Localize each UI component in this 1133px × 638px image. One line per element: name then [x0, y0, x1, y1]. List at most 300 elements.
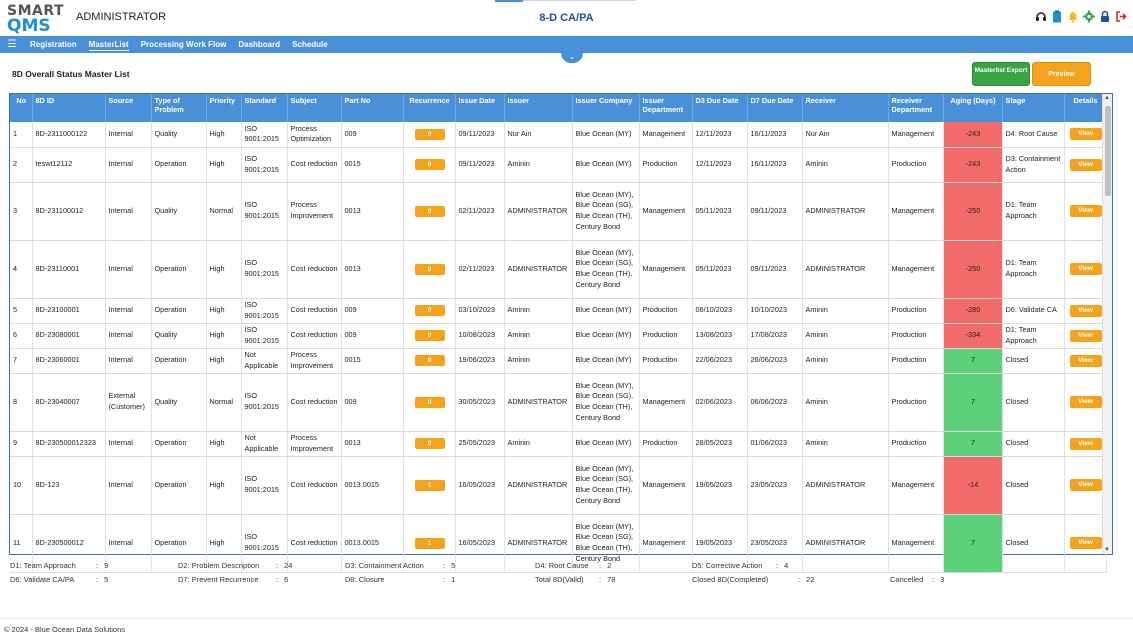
issue-cell: 02/11/2023 [455, 182, 504, 240]
nav-item-registration[interactable]: Registration [30, 40, 77, 49]
view-button[interactable]: View [1070, 355, 1102, 367]
column-header[interactable]: Issuer Department [639, 94, 692, 122]
bell-icon[interactable] [1067, 10, 1079, 23]
footer-divider [0, 618, 1133, 619]
company-cell: Blue Ocean (MY), Blue Ocean (SG), Blue Ocean (TH), Century Bond [572, 456, 639, 514]
column-header[interactable]: Subject [287, 94, 341, 122]
source-cell: Internal [105, 456, 151, 514]
subject-cell: Process Improvement [287, 348, 341, 373]
summary-colon: : [443, 561, 446, 570]
summary-item [178, 561, 292, 570]
masterlist-export-button[interactable]: Masterlist Export [972, 62, 1030, 86]
dept-cell: Management [639, 373, 692, 431]
issue-cell: 10/08/2023 [455, 323, 504, 348]
summary-item [178, 575, 288, 584]
issue-cell: 09/11/2023 [455, 122, 504, 147]
summary-label: D5: Corrective Action [692, 561, 763, 570]
stage-cell: Closed [1002, 348, 1064, 373]
d7-cell: 06/06/2023 [747, 373, 802, 431]
id-cell: 8D-2311000122 [32, 122, 105, 147]
summary-label: Cancelled [890, 575, 924, 584]
id-cell: 8D-23100001 [32, 298, 105, 323]
part-cell: 0013.0015 [341, 456, 403, 514]
rdept-cell: Management [888, 456, 943, 514]
aging-cell: -250 [943, 182, 1002, 240]
column-header[interactable]: Part No [341, 94, 403, 122]
view-button[interactable]: View [1070, 479, 1102, 491]
recurrence-badge[interactable]: 0 [415, 438, 445, 449]
recurrence-cell [403, 323, 455, 348]
rdept-cell: Production [888, 373, 943, 431]
recurrence-badge[interactable]: 0 [415, 206, 445, 217]
details-cell [1064, 122, 1106, 147]
recurrence-cell [403, 240, 455, 298]
column-header[interactable]: Details [1064, 94, 1106, 122]
stage-cell: D4: Root Cause [1002, 122, 1064, 147]
details-cell [1064, 147, 1106, 182]
view-button[interactable]: View [1070, 128, 1102, 140]
id-cell: 8D-23080001 [32, 323, 105, 348]
stage-cell: Closed [1002, 373, 1064, 431]
subject-cell: Process Improvement [287, 431, 341, 456]
standard-cell: ISO 9001:2015 [241, 147, 287, 182]
priority-cell: Normal [206, 182, 241, 240]
source-cell: External (Customer) [105, 373, 151, 431]
d7-cell: 17/08/2023 [747, 323, 802, 348]
subject-cell: Cost reduction [287, 514, 341, 572]
recurrence-cell [403, 456, 455, 514]
id-cell: 8D-23110001 [32, 240, 105, 298]
view-button[interactable]: View [1070, 330, 1102, 342]
company-cell: Blue Ocean (MY), Blue Ocean (SG), Blue Ocean (TH), Century Bond [572, 373, 639, 431]
recurrence-badge[interactable]: 1 [415, 480, 445, 491]
no-cell: 4 [10, 240, 32, 298]
details-cell [1064, 431, 1106, 456]
issue-cell: 02/11/2023 [455, 240, 504, 298]
d7-cell: 10/10/2023 [747, 298, 802, 323]
no-cell: 1 [10, 122, 32, 147]
summary-item [345, 561, 455, 570]
type-cell: Operation [151, 348, 206, 373]
summary-label: D6: Validate CA/PA [10, 575, 75, 584]
aging-cell: 7 [943, 348, 1002, 373]
recurrence-badge[interactable]: 0 [415, 159, 445, 170]
recurrence-cell [403, 147, 455, 182]
column-header[interactable]: Aging (Days) [943, 94, 1002, 122]
rdept-cell: Production [888, 323, 943, 348]
source-cell: Internal [105, 240, 151, 298]
no-cell: 5 [10, 298, 32, 323]
company-cell: Blue Ocean (MY) [572, 298, 639, 323]
subject-cell: Cost reduction [287, 373, 341, 431]
company-cell: Blue Ocean (MY) [572, 431, 639, 456]
rdept-cell: Management [888, 182, 943, 240]
summary-item [10, 561, 108, 570]
top-accent-bar [495, 0, 523, 2]
issuer-cell: Aminin [504, 298, 572, 323]
chevron-down-icon: ⌄ [568, 52, 576, 61]
preview-button[interactable]: Preview [1032, 62, 1091, 86]
clipboard-icon[interactable] [1051, 10, 1063, 23]
scroll-down-icon[interactable]: ▼ [1104, 547, 1110, 553]
no-cell: 6 [10, 323, 32, 348]
source-cell: Internal [105, 147, 151, 182]
user-name: ADMINISTRATOR [76, 11, 167, 23]
summary-label: Total 8D(Valid) [535, 575, 584, 584]
stage-cell: Closed [1002, 514, 1064, 572]
column-header[interactable]: 8D ID [32, 94, 105, 122]
issue-cell: 30/05/2023 [455, 373, 504, 431]
standard-cell: ISO 9001:2015 [241, 373, 287, 431]
stage-cell: Closed [1002, 431, 1064, 456]
subject-cell: Process Improvement [287, 182, 341, 240]
summary-colon: : [599, 575, 602, 584]
subject-cell: Process Optimization [287, 122, 341, 147]
nav-item-dashboard[interactable]: Dashboard [238, 40, 281, 49]
summary-colon: : [798, 575, 801, 584]
part-cell: 009 [341, 298, 403, 323]
source-cell: Internal [105, 122, 151, 147]
recurrence-badge[interactable]: 0 [415, 355, 445, 366]
details-cell [1064, 348, 1106, 373]
details-cell [1064, 323, 1106, 348]
rdept-cell: Management [888, 514, 943, 572]
recurrence-badge[interactable]: 0 [415, 129, 445, 140]
summary-colon: : [932, 575, 935, 584]
column-header[interactable]: D7 Due Date [747, 94, 802, 122]
summary-value: 78 [607, 575, 616, 584]
priority-cell: High [206, 240, 241, 298]
subject-cell: Cost reduction [287, 147, 341, 182]
table-body [10, 122, 1106, 572]
summary-item [345, 575, 455, 584]
priority-cell: High [206, 431, 241, 456]
table-row[interactable] [10, 456, 1106, 514]
d7-cell: 09/11/2023 [747, 182, 802, 240]
receiver-cell: ADMINISTRATOR [802, 240, 888, 298]
priority-cell: High [206, 298, 241, 323]
no-cell: 10 [10, 456, 32, 514]
source-cell: Internal [105, 323, 151, 348]
nav-item-processing-work-flow[interactable]: Processing Work Flow [140, 40, 227, 49]
company-cell: Blue Ocean (MY) [572, 348, 639, 373]
stage-cell: D1: Team Approach [1002, 323, 1064, 348]
standard-cell: ISO 9001:2015 [241, 122, 287, 147]
receiver-cell: ADMINISTRATOR [802, 182, 888, 240]
recurrence-cell [403, 298, 455, 323]
d3-cell: 02/06/2023 [692, 373, 747, 431]
no-cell: 7 [10, 348, 32, 373]
table-row[interactable] [10, 323, 1106, 348]
d3-cell: 19/05/2023 [692, 514, 747, 572]
issuer-cell: ADMINISTRATOR [504, 240, 572, 298]
top-accent-line [523, 0, 636, 1]
type-cell: Operation [151, 456, 206, 514]
view-button[interactable]: View [1070, 537, 1102, 549]
aging-cell: 7 [943, 514, 1002, 572]
dept-cell: Production [639, 147, 692, 182]
summary-colon: : [276, 575, 279, 584]
nav-item-masterlist[interactable]: MasterList [83, 36, 135, 53]
no-cell: 8 [10, 373, 32, 431]
recurrence-cell [403, 431, 455, 456]
type-cell: Quality [151, 182, 206, 240]
recurrence-badge[interactable]: 0 [415, 305, 445, 316]
aging-cell: -280 [943, 298, 1002, 323]
recurrence-cell [403, 182, 455, 240]
id-cell: 8D-231100012 [32, 182, 105, 240]
company-cell: Blue Ocean (MY), Blue Ocean (SG), Blue Ocean (TH), Century Bond [572, 182, 639, 240]
subject-cell: Cost reduction [287, 240, 341, 298]
issue-cell: 09/11/2023 [455, 147, 504, 182]
id-cell: 8D-23060001 [32, 348, 105, 373]
issue-cell: 19/06/2023 [455, 348, 504, 373]
type-cell: Operation [151, 298, 206, 323]
scrollbar-thumb[interactable] [1105, 106, 1111, 196]
priority-cell: High [206, 122, 241, 147]
rdept-cell: Management [888, 122, 943, 147]
column-header[interactable]: Type of Problem [151, 94, 206, 122]
table-row[interactable] [10, 298, 1106, 323]
d7-cell: 09/11/2023 [747, 240, 802, 298]
aging-cell: -334 [943, 323, 1002, 348]
type-cell: Quality [151, 323, 206, 348]
receiver-cell: ADMINISTRATOR [802, 514, 888, 572]
scroll-up-icon[interactable]: ▲ [1104, 95, 1110, 101]
aging-cell: -243 [943, 147, 1002, 182]
summary-value: 3 [940, 575, 945, 584]
headset-icon[interactable] [1035, 10, 1047, 23]
issuer-cell: Aminin [504, 348, 572, 373]
part-cell: 009 [341, 122, 403, 147]
summary-colon: : [96, 575, 99, 584]
summary-value: 5 [451, 561, 456, 570]
rdept-cell: Production [888, 298, 943, 323]
aging-cell: -14 [943, 456, 1002, 514]
section-title: 8D Overall Status Master List [12, 69, 130, 79]
column-header[interactable]: D3 Due Date [692, 94, 747, 122]
view-button[interactable]: View [1070, 438, 1102, 450]
source-cell: Internal [105, 182, 151, 240]
receiver-cell: Aminin [802, 431, 888, 456]
id-cell: 8D-230500012323 [32, 431, 105, 456]
page-title: 8-D CA/PA [539, 12, 594, 24]
no-cell: 9 [10, 431, 32, 456]
masterlist-table-container [9, 93, 1113, 563]
recurrence-badge[interactable]: 0 [415, 264, 445, 275]
table-scrollbar[interactable] [1102, 94, 1112, 554]
stage-cell: D1: Team Approach [1002, 182, 1064, 240]
column-header[interactable]: No [10, 94, 32, 122]
dept-cell: Production [639, 298, 692, 323]
d3-cell: 12/11/2023 [692, 147, 747, 182]
priority-cell: Normal [206, 373, 241, 431]
id-cell: teswt12112 [32, 147, 105, 182]
lock-icon[interactable] [1099, 10, 1111, 23]
standard-cell: ISO 9001:2015 [241, 298, 287, 323]
view-button[interactable]: View [1070, 205, 1102, 217]
column-header[interactable]: Standard [241, 94, 287, 122]
dept-cell: Management [639, 182, 692, 240]
logo-text-top: SMART [7, 3, 65, 19]
d3-cell: 05/11/2023 [692, 240, 747, 298]
standard-cell: ISO 9001:2015 [241, 240, 287, 298]
main-nav [0, 36, 1133, 53]
view-button[interactable]: View [1070, 305, 1102, 317]
issue-cell: 16/05/2023 [455, 514, 504, 572]
top-icons [1035, 10, 1127, 23]
column-header[interactable]: Priority [206, 94, 241, 122]
receiver-cell: Aminin [802, 147, 888, 182]
summary-colon: : [443, 575, 446, 584]
details-cell [1064, 456, 1106, 514]
summary-value: 24 [284, 561, 293, 570]
table-row[interactable] [10, 147, 1106, 182]
smartqms-logo[interactable] [7, 3, 67, 35]
recurrence-badge[interactable]: 1 [415, 538, 445, 549]
table-row[interactable] [10, 431, 1106, 456]
standard-cell: Not Applicable [241, 431, 287, 456]
column-header[interactable]: Source [105, 94, 151, 122]
standard-cell: ISO 9001:2015 [241, 456, 287, 514]
issuer-cell: Aminin [504, 147, 572, 182]
summary-value: 22 [806, 575, 815, 584]
issue-cell: 16/05/2023 [455, 456, 504, 514]
summary-label: D4: Root Cause [535, 561, 589, 570]
d3-cell: 06/10/2023 [692, 298, 747, 323]
standard-cell: ISO 9001:2015 [241, 323, 287, 348]
column-header[interactable]: Receiver [802, 94, 888, 122]
source-cell: Internal [105, 298, 151, 323]
d3-cell: 22/06/2023 [692, 348, 747, 373]
summary-colon: : [96, 561, 99, 570]
d3-cell: 12/11/2023 [692, 122, 747, 147]
id-cell: 8D-23040007 [32, 373, 105, 431]
d7-cell: 23/05/2023 [747, 456, 802, 514]
summary-label: D8: Closure [345, 575, 385, 584]
issuer-cell: Nur Ain [504, 122, 572, 147]
company-cell: Blue Ocean (MY) [572, 147, 639, 182]
nav-item-schedule[interactable]: Schedule [292, 40, 328, 49]
priority-cell: High [206, 348, 241, 373]
dept-cell: Production [639, 348, 692, 373]
receiver-cell: ADMINISTRATOR [802, 456, 888, 514]
issue-cell: 25/05/2023 [455, 431, 504, 456]
column-header[interactable]: Receiver Department [888, 94, 943, 122]
summary-label: D7: Prevent Recurrence [178, 575, 259, 584]
logo-text-bottom: QMS [7, 16, 51, 36]
rdept-cell: Production [888, 431, 943, 456]
issuer-cell: ADMINISTRATOR [504, 182, 572, 240]
view-button[interactable]: View [1070, 396, 1102, 408]
company-cell: Blue Ocean (MY) [572, 323, 639, 348]
aging-cell: -250 [943, 240, 1002, 298]
table-row[interactable] [10, 240, 1106, 298]
d7-cell: 16/11/2023 [747, 122, 802, 147]
summary-item [692, 561, 788, 570]
gear-icon[interactable] [1083, 10, 1095, 23]
column-header[interactable]: Issue Date [455, 94, 504, 122]
column-header[interactable]: Issuer [504, 94, 572, 122]
priority-cell: High [206, 514, 241, 572]
view-button[interactable]: View [1070, 263, 1102, 275]
d7-cell: 23/05/2023 [747, 514, 802, 572]
stage-cell: D3: Containment Action [1002, 147, 1064, 182]
summary-item [10, 575, 108, 584]
summary-value: 6 [284, 575, 289, 584]
summary-label: Closed 8D(Completed) [692, 575, 769, 584]
source-cell: Internal [105, 514, 151, 572]
type-cell: Operation [151, 514, 206, 572]
issue-cell: 03/10/2023 [455, 298, 504, 323]
no-cell: 2 [10, 147, 32, 182]
column-header[interactable]: Stage [1002, 94, 1064, 122]
type-cell: Quality [151, 122, 206, 147]
part-cell: 0013 [341, 431, 403, 456]
d3-cell: 05/11/2023 [692, 182, 747, 240]
standard-cell: ISO 9001:2015 [241, 514, 287, 572]
d3-cell: 19/05/2023 [692, 456, 747, 514]
column-header[interactable]: Issuer Company [572, 94, 639, 122]
recurrence-badge[interactable]: 0 [415, 330, 445, 341]
details-cell [1064, 373, 1106, 431]
part-cell: 009 [341, 373, 403, 431]
issuer-cell: ADMINISTRATOR [504, 373, 572, 431]
table-row[interactable] [10, 348, 1106, 373]
subject-cell: Cost reduction [287, 298, 341, 323]
footer-copyright: © 2024 - Blue Ocean Data Solutions [4, 625, 126, 634]
dept-cell: Management [639, 514, 692, 572]
summary-value: 9 [104, 561, 109, 570]
recurrence-cell [403, 348, 455, 373]
table-row[interactable] [10, 373, 1106, 431]
table-row[interactable] [10, 182, 1106, 240]
part-cell: 0015 [341, 147, 403, 182]
priority-cell: High [206, 147, 241, 182]
summary-value: 2 [607, 561, 612, 570]
type-cell: Quality [151, 373, 206, 431]
dept-cell: Management [639, 456, 692, 514]
recurrence-badge[interactable]: 0 [415, 397, 445, 408]
logout-icon[interactable] [1115, 10, 1127, 23]
collapse-toggle[interactable] [561, 52, 583, 63]
d7-cell: 01/06/2023 [747, 431, 802, 456]
d7-cell: 26/06/2023 [747, 348, 802, 373]
summary-label: D3: Containment Action [345, 561, 424, 570]
company-cell: Blue Ocean (MY) [572, 122, 639, 147]
d7-cell: 16/11/2023 [747, 147, 802, 182]
part-cell: 0013.0015 [341, 514, 403, 572]
hamburger-menu-icon[interactable]: ☰ [7, 39, 17, 50]
receiver-cell: Aminin [802, 298, 888, 323]
standard-cell: ISO 9001:2015 [241, 182, 287, 240]
aging-cell: 7 [943, 373, 1002, 431]
summary-colon: : [276, 561, 279, 570]
subject-cell: Cost reduction [287, 456, 341, 514]
summary-item [692, 575, 814, 584]
masterlist-table [10, 94, 1107, 573]
source-cell: Internal [105, 431, 151, 456]
table-header-row [10, 94, 1106, 122]
aging-cell: 7 [943, 431, 1002, 456]
company-cell: Blue Ocean (MY), Blue Ocean (SG), Blue Ocean (TH), Century Bond [572, 514, 639, 572]
column-header[interactable]: Recurrence [403, 94, 455, 122]
issuer-cell: ADMINISTRATOR [504, 456, 572, 514]
rdept-cell: Production [888, 147, 943, 182]
view-button[interactable]: View [1070, 159, 1102, 171]
table-row[interactable] [10, 122, 1106, 147]
no-cell: 3 [10, 182, 32, 240]
